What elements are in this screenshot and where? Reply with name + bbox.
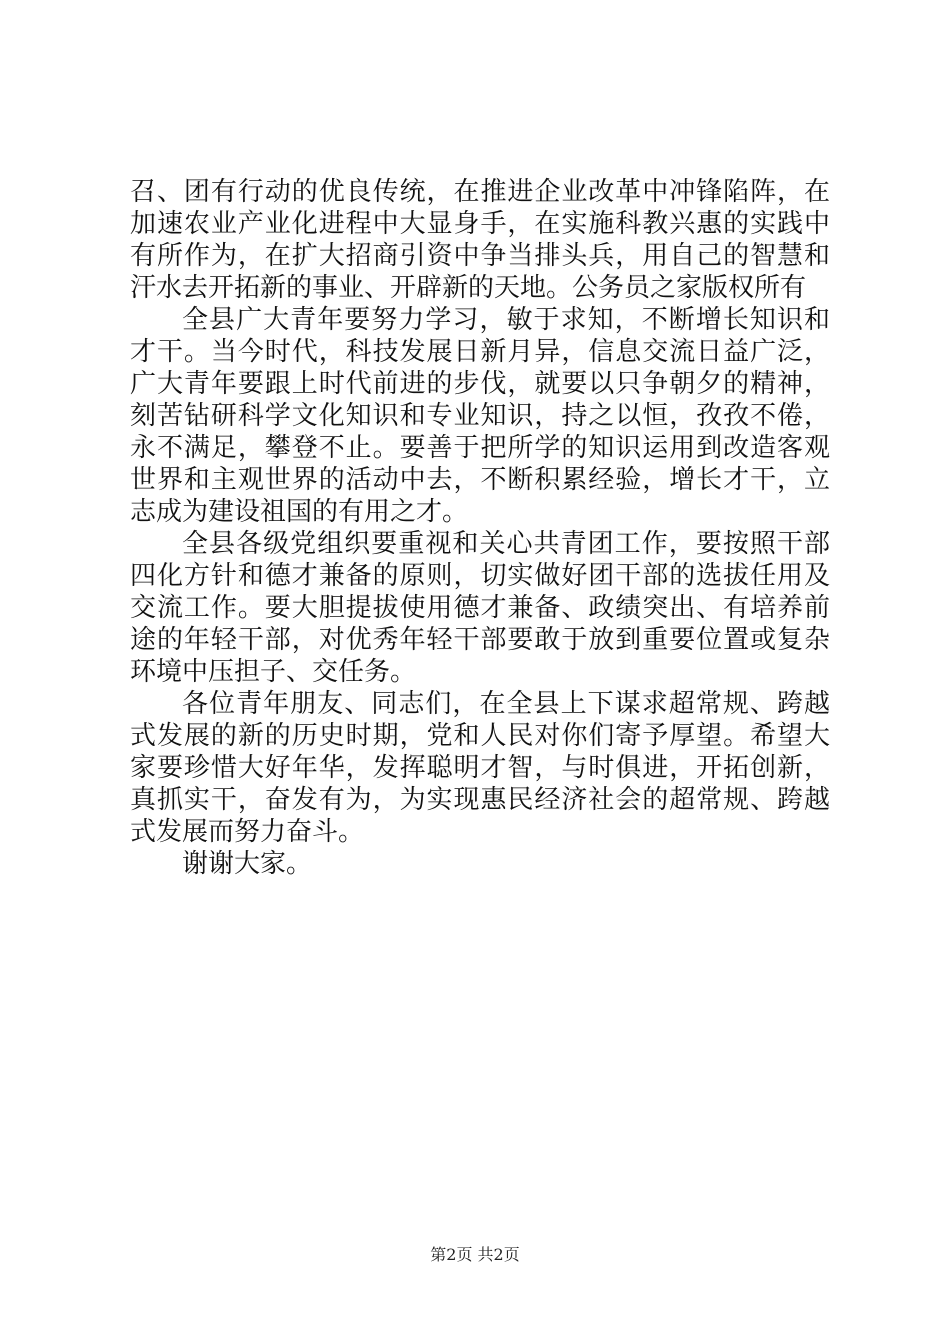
paragraph-continuation: 召、团有行动的优良传统，在推进企业改革中冲锋陷阵，在加速农业产业化进程中大显身手，在实施科教兴惠的实践中有所作为，在扩大招商引资中争当排头兵，用自己的智慧和汗水去开拓新的事业、开辟新的天地。公务员之家版权所有 <box>130 177 830 303</box>
document-body <box>130 176 830 880</box>
paragraph-expectations: 各位青年朋友、同志们，在全县上下谋求超常规、跨越式发展的新的历史时期，党和人民对你们寄予厚望。希望大家要珍惜大好年华，发挥聪明才智，与时俱进，开拓创新，真抓实干，奋发有为，为实现惠民经济社会的超常规、跨越式发展而努力奋斗。 <box>130 689 830 847</box>
paragraph-party-organizations: 全县各级党组织要重视和关心共青团工作，要按照干部四化方针和德才兼备的原则，切实做好团干部的选拔任用及交流工作。要大胆提拔使用德才兼备、政绩突出、有培养前途的年轻干部，对优秀年轻干部要敢于放到重要位置或复杂环境中压担子、交任务。 <box>130 529 830 687</box>
paragraph-study: 全县广大青年要努力学习，敏于求知，不断增长知识和才干。当今时代，科技发展日新月异，信息交流日益广泛，广大青年要跟上时代前进的步伐，就要以只争朝夕的精神，刻苦钻研科学文化知识和专业知识，持之以恒，孜孜不倦，永不满足，攀登不止。要善于把所学的知识运用到改造客观世界和主观世界的活动中去，不断积累经验，增长才干，立志成为建设祖国的有用之才。 <box>130 305 830 527</box>
page-number-footer: 第2页 共2页 <box>430 1245 520 1264</box>
paragraph-thanks: 谢谢大家。 <box>182 849 313 879</box>
